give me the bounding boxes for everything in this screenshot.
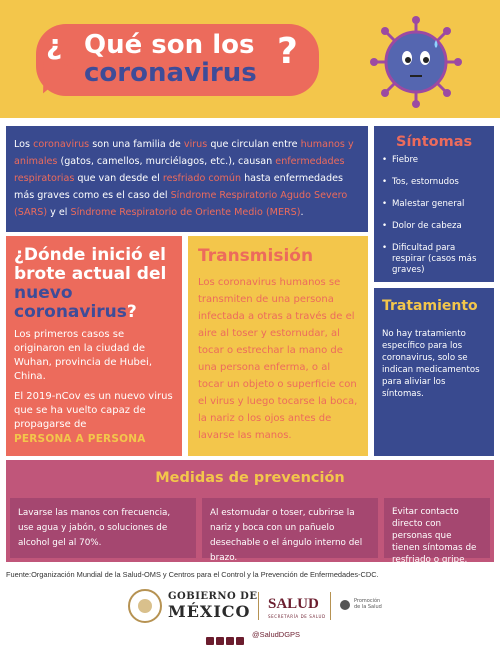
origin-title: ¿Dónde inició el brote actual del nuevo coronavirus?: [14, 245, 167, 322]
footer-divider: [258, 592, 259, 620]
virus-mascot-icon: [370, 16, 462, 108]
youtube-icon[interactable]: [236, 637, 244, 645]
intro-text: Los coronavirus son una familia de virus que circulan entre humanos y animales (gatos, camellos, murciélagos, etc.), causan enfermedades respiratorias que van desde el resfriado común hasta enfermedades más graves como es el caso del Síndrome Respiratorio Agudo Severo (SARS) y el Síndrome Respiratorio de Oriente Medio (MERS).: [14, 139, 354, 218]
prevention-panel: [6, 460, 494, 565]
symptoms-list: [382, 155, 486, 276]
transmission-panel: [188, 236, 368, 456]
social-handle[interactable]: @SaludDGPS: [252, 630, 301, 639]
symptom-item: • Dificultad para respirar (casos más graves): [382, 243, 486, 276]
promocion-logo-icon: [340, 600, 350, 610]
title-open-question: ¿: [46, 28, 63, 61]
transmission-title: Transmisión: [198, 246, 314, 266]
title-close-question: ?: [277, 31, 298, 72]
symptom-item: • Malestar general: [382, 199, 486, 210]
salud-subtitle: SECRETARÍA DE SALUD: [268, 614, 326, 619]
symptoms-panel: [374, 126, 494, 282]
prevention-item: Al estornudar o toser, cubrirse la nariz y boca con un pañuelo desechable o el ángulo interno del brazo.: [202, 498, 378, 558]
facebook-icon[interactable]: [206, 637, 214, 645]
twitter-icon[interactable]: [216, 637, 224, 645]
salud-label: SALUD: [268, 596, 319, 612]
origin-panel: [6, 236, 182, 456]
treatment-panel: [374, 288, 494, 456]
social-icons: [206, 630, 246, 640]
title-line-2: coronavirus: [84, 58, 257, 88]
symptoms-title: Síntomas: [396, 134, 473, 150]
title-line-1: Qué son los: [84, 30, 255, 60]
prevention-item: Lavarse las manos con frecuencia, use agua y jabón, o soluciones de alcohol gel al 70%.: [10, 498, 196, 558]
prevention-title: Medidas de prevención: [155, 470, 345, 486]
prevention-item: Evitar contacto directo con personas que tienen síntomas de resfriado o gripe.: [384, 498, 490, 558]
instagram-icon[interactable]: [226, 637, 234, 645]
treatment-title: Tratamiento: [382, 298, 478, 314]
origin-text-2: El 2019-nCov es un nuevo virus que se ha vuelto capaz de propagarse de PERSONA A PERSONA: [14, 391, 173, 445]
source-note: Fuente:Organización Mundial de la Salud-OMS y Centros para el Control y la Prevención de Enfermedades-CDC.: [6, 570, 379, 579]
gobierno-label: GOBIERNO DE: [168, 591, 258, 602]
origin-text-1: Los primeros casos se originaron en la ciudad de Wuhan, provincia de Hubei, China.: [14, 329, 152, 382]
footer-divider: [330, 592, 331, 620]
symptom-item: • Fiebre: [382, 155, 486, 166]
mexico-label: MÉXICO: [168, 602, 251, 621]
symptom-item: • Dolor de cabeza: [382, 221, 486, 232]
intro-panel: [6, 126, 368, 232]
treatment-text: No hay tratamiento específico para los coronavirus, solo se indican medicamentos para aliviar los síntomas.: [382, 329, 480, 399]
promocion-label: Promoción de la Salud: [354, 598, 382, 610]
symptom-item: • Tos, estornudos: [382, 177, 486, 188]
person-to-person-label: PERSONA A PERSONA: [14, 433, 146, 445]
transmission-text: Los coronavirus humanos se transmiten de una persona infectada a otras a través de el aire al toser y estornudar, al tocar o estrechar la mano de una persona enferma, o al tocar un objeto o superficie con el virus y luego tocarse la boca, la nariz o los ojos antes de lavarse las manos.: [198, 277, 358, 441]
coat-of-arms-icon: [128, 589, 162, 623]
